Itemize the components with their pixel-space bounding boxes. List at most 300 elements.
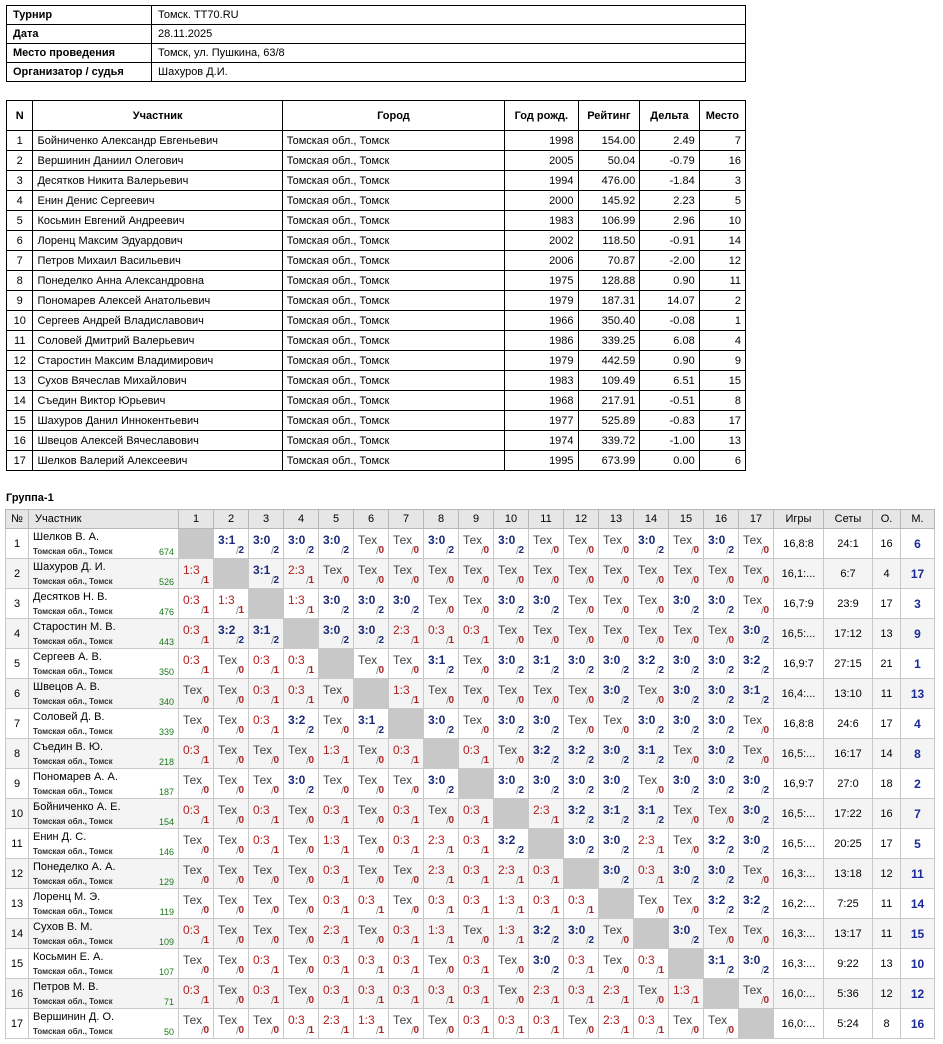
result-divider: /	[235, 665, 239, 677]
result-divider: /	[410, 755, 414, 767]
result-points: 0	[203, 905, 209, 916]
result-points: 1	[343, 815, 349, 826]
participant-cell: 9	[699, 351, 745, 371]
points-value: 16	[873, 529, 901, 559]
result-divider: /	[235, 635, 239, 647]
result-points: 0	[273, 1025, 279, 1036]
place-value: 16	[901, 1009, 935, 1039]
result-points: 0	[658, 785, 664, 796]
result-cell	[599, 589, 634, 619]
result-points: 2	[693, 785, 699, 796]
result-divider: /	[620, 995, 624, 1007]
result-cell	[599, 529, 634, 559]
result-score: Тех	[568, 1013, 588, 1027]
result-divider: /	[620, 575, 624, 587]
result-points: 0	[658, 995, 664, 1006]
result-cell	[494, 949, 529, 979]
result-score: Тех	[218, 803, 238, 817]
result-divider: /	[760, 995, 764, 1007]
participant-cell: 1979	[505, 291, 578, 311]
result-points: 2	[518, 725, 524, 736]
player-rating: 154	[158, 817, 174, 827]
result-cell	[704, 1009, 739, 1039]
result-points: 1	[203, 665, 209, 676]
result-divider: /	[550, 665, 554, 677]
result-points: 1	[308, 575, 314, 586]
result-divider: /	[445, 905, 449, 917]
result-points: 1	[378, 905, 384, 916]
result-divider: /	[550, 935, 554, 947]
participant-row	[7, 431, 746, 451]
participant-cell: Шелков Валерий Алексеевич	[33, 451, 282, 471]
result-score: 3:0	[603, 773, 621, 787]
result-cell	[389, 619, 424, 649]
result-divider: /	[410, 995, 414, 1007]
result-score: Тех	[358, 923, 378, 937]
player-city: Томская обл., Томск	[33, 547, 113, 556]
result-points: 0	[413, 575, 419, 586]
result-points: 0	[273, 905, 279, 916]
result-cell	[634, 1009, 669, 1039]
result-points: 2	[308, 545, 314, 556]
result-divider: /	[270, 1025, 274, 1037]
result-points: 0	[413, 665, 419, 676]
points-value: 8	[873, 1009, 901, 1039]
result-divider: /	[270, 905, 274, 917]
result-score: Тех	[673, 743, 693, 757]
result-points: 2	[658, 815, 664, 826]
result-points: 1	[658, 1025, 664, 1036]
games-value: 16,0:...	[774, 979, 824, 1009]
result-points: 1	[553, 1025, 559, 1036]
place-value: 5	[901, 829, 935, 859]
participant-cell: 50.04	[578, 151, 640, 171]
result-points: 2	[623, 785, 629, 796]
result-cell	[214, 889, 249, 919]
crosstable-row	[6, 649, 935, 679]
result-score: Тех	[743, 713, 763, 727]
result-divider: /	[515, 875, 519, 887]
result-cell	[214, 829, 249, 859]
diagonal-cell	[494, 799, 529, 829]
result-divider: /	[760, 785, 764, 797]
result-points: 2	[763, 905, 769, 916]
result-cell	[179, 679, 214, 709]
result-cell	[739, 829, 774, 859]
result-score: 3:0	[673, 863, 691, 877]
result-score: 0:3	[183, 593, 200, 607]
result-points: 0	[378, 785, 384, 796]
result-points: 0	[693, 1025, 699, 1036]
result-divider: /	[620, 845, 624, 857]
sets-value: 24:1	[824, 529, 873, 559]
participant-cell: 1	[7, 131, 33, 151]
result-divider: /	[620, 545, 624, 557]
result-divider: /	[620, 935, 624, 947]
result-score: 2:3	[393, 623, 410, 637]
crosstable-col-header: 11	[529, 510, 564, 529]
result-cell	[319, 529, 354, 559]
result-divider: /	[480, 815, 484, 827]
result-divider: /	[375, 935, 379, 947]
result-points: 1	[518, 935, 524, 946]
result-cell	[529, 859, 564, 889]
points-value: 17	[873, 709, 901, 739]
diagonal-cell	[529, 829, 564, 859]
player-name: Соловей Д. В.	[33, 711, 105, 723]
result-cell	[424, 889, 459, 919]
sets-value: 5:36	[824, 979, 873, 1009]
result-score: Тех	[638, 893, 658, 907]
result-points: 0	[203, 695, 209, 706]
result-points: 1	[518, 875, 524, 886]
result-cell	[494, 829, 529, 859]
result-cell	[494, 619, 529, 649]
diagonal-cell	[634, 919, 669, 949]
player-rating: 476	[158, 607, 174, 617]
player-cell	[29, 949, 179, 979]
player-rating: 187	[158, 787, 174, 797]
result-points: 1	[553, 815, 559, 826]
result-score: Тех	[708, 803, 728, 817]
result-cell	[564, 589, 599, 619]
sets-value: 27:15	[824, 649, 873, 679]
result-points: 2	[448, 725, 454, 736]
result-points: 0	[238, 995, 244, 1006]
participant-cell: 2.49	[640, 131, 699, 151]
sets-value: 23:9	[824, 589, 873, 619]
result-score: 3:1	[253, 563, 271, 577]
result-points: 2	[518, 605, 524, 616]
place-value: 10	[901, 949, 935, 979]
result-cell	[494, 679, 529, 709]
result-score: Тех	[218, 773, 238, 787]
result-points: 0	[238, 1025, 244, 1036]
participant-cell: 118.50	[578, 231, 640, 251]
result-cell	[354, 829, 389, 859]
place-value: 17	[901, 559, 935, 589]
result-cell	[599, 709, 634, 739]
result-divider: /	[410, 695, 414, 707]
result-score: 3:0	[743, 953, 761, 967]
result-divider: /	[725, 815, 729, 827]
result-cell	[354, 919, 389, 949]
result-divider: /	[375, 965, 379, 977]
result-points: 1	[273, 815, 279, 826]
row-number: 12	[6, 859, 29, 889]
participant-cell: 2.23	[640, 191, 699, 211]
participant-cell: 1994	[505, 171, 578, 191]
participant-row	[7, 211, 746, 231]
participant-cell: Соловей Дмитрий Валерьевич	[33, 331, 282, 351]
result-points: 1	[378, 995, 384, 1006]
result-score: 1:3	[323, 743, 340, 757]
result-points: 2	[763, 665, 769, 676]
info-value: Томск. TT70.RU	[152, 6, 746, 25]
result-cell	[354, 769, 389, 799]
result-score: 3:0	[708, 593, 726, 607]
result-score: 3:2	[638, 653, 656, 667]
result-cell	[564, 949, 599, 979]
games-value: 16,9:7	[774, 769, 824, 799]
result-divider: /	[410, 575, 414, 587]
result-cell	[249, 619, 284, 649]
result-divider: /	[725, 635, 729, 647]
participant-cell: Томская обл., Томск	[282, 291, 504, 311]
result-cell	[319, 919, 354, 949]
result-points: 0	[378, 755, 384, 766]
participant-cell: 2002	[505, 231, 578, 251]
result-cell	[179, 919, 214, 949]
result-score: 3:1	[708, 953, 726, 967]
result-cell	[214, 859, 249, 889]
result-divider: /	[270, 875, 274, 887]
result-divider: /	[585, 695, 589, 707]
result-points: 2	[763, 785, 769, 796]
result-divider: /	[550, 1025, 554, 1037]
games-value: 16,0:...	[774, 1009, 824, 1039]
participant-cell: 5	[7, 211, 33, 231]
result-divider: /	[235, 695, 239, 707]
result-points: 2	[553, 785, 559, 796]
result-cell	[529, 769, 564, 799]
result-score: 0:3	[253, 983, 270, 997]
result-score: Тех	[428, 803, 448, 817]
result-divider: /	[655, 635, 659, 647]
diagonal-cell	[179, 529, 214, 559]
result-cell	[704, 529, 739, 559]
result-divider: /	[655, 755, 659, 767]
participant-cell: 1995	[505, 451, 578, 471]
result-score: 3:0	[568, 773, 586, 787]
result-points: 0	[763, 725, 769, 736]
result-divider: /	[760, 605, 764, 617]
result-points: 2	[623, 755, 629, 766]
result-cell	[249, 529, 284, 559]
result-points: 0	[588, 1025, 594, 1036]
player-cell	[29, 559, 179, 589]
result-points: 2	[728, 545, 734, 556]
result-cell	[634, 739, 669, 769]
crosstable-row	[6, 559, 935, 589]
result-score: Тех	[743, 593, 763, 607]
result-divider: /	[515, 575, 519, 587]
result-cell	[459, 799, 494, 829]
result-cell	[214, 589, 249, 619]
result-cell	[669, 829, 704, 859]
points-value: 13	[873, 949, 901, 979]
result-cell	[599, 559, 634, 589]
crosstable-col-header: 15	[669, 510, 704, 529]
result-points: 0	[448, 965, 454, 976]
participant-cell: 5	[699, 191, 745, 211]
result-points: 1	[308, 605, 314, 616]
result-score: 3:1	[218, 533, 236, 547]
result-cell	[179, 949, 214, 979]
participant-cell: 2	[699, 291, 745, 311]
result-points: 1	[273, 995, 279, 1006]
result-cell	[284, 649, 319, 679]
result-points: 0	[343, 785, 349, 796]
player-name: Енин Д. С.	[33, 831, 87, 843]
participant-row	[7, 191, 746, 211]
result-divider: /	[620, 1025, 624, 1037]
result-points: 0	[553, 695, 559, 706]
result-cell	[599, 949, 634, 979]
result-cell	[494, 559, 529, 589]
result-score: 0:3	[288, 653, 305, 667]
result-divider: /	[760, 965, 764, 977]
result-score: 3:2	[533, 923, 551, 937]
result-points: 0	[623, 605, 629, 616]
participants-column-header: Участник	[33, 101, 282, 131]
participant-row	[7, 331, 746, 351]
result-score: 0:3	[428, 983, 445, 997]
participant-cell: Пономарев Алексей Анатольевич	[33, 291, 282, 311]
result-divider: /	[585, 725, 589, 737]
result-points: 1	[448, 875, 454, 886]
result-points: 0	[203, 1025, 209, 1036]
result-divider: /	[550, 545, 554, 557]
result-divider: /	[585, 545, 589, 557]
result-cell	[704, 919, 739, 949]
result-score: Тех	[673, 893, 693, 907]
result-points: 1	[308, 1025, 314, 1036]
result-score: 0:3	[463, 623, 480, 637]
place-value: 13	[901, 679, 935, 709]
result-cell	[529, 949, 564, 979]
result-score: 3:0	[603, 863, 621, 877]
row-number: 16	[6, 979, 29, 1009]
result-divider: /	[235, 845, 239, 857]
result-points: 0	[623, 575, 629, 586]
result-score: Тех	[288, 833, 308, 847]
result-score: Тех	[638, 773, 658, 787]
result-cell	[459, 679, 494, 709]
participant-cell: 1983	[505, 211, 578, 231]
result-points: 1	[343, 935, 349, 946]
player-cell	[29, 859, 179, 889]
result-points: 1	[413, 965, 419, 976]
points-value: 14	[873, 739, 901, 769]
result-divider: /	[515, 695, 519, 707]
result-divider: /	[305, 785, 309, 797]
result-points: 0	[483, 725, 489, 736]
result-score: 0:3	[323, 983, 340, 997]
result-divider: /	[585, 965, 589, 977]
participant-cell: Швецов Алексей Вячеславович	[33, 431, 282, 451]
result-divider: /	[270, 725, 274, 737]
result-points: 2	[308, 725, 314, 736]
result-score: Тех	[218, 1013, 238, 1027]
result-score: Тех	[288, 893, 308, 907]
participant-cell: Томская обл., Томск	[282, 391, 504, 411]
result-points: 2	[553, 665, 559, 676]
result-score: 2:3	[323, 1013, 340, 1027]
result-divider: /	[235, 605, 239, 617]
result-points: 1	[413, 695, 419, 706]
diagonal-cell	[564, 859, 599, 889]
result-score: 3:1	[253, 623, 271, 637]
crosstable-col-header: 17	[739, 510, 774, 529]
result-divider: /	[620, 605, 624, 617]
result-divider: /	[270, 785, 274, 797]
result-score: 3:0	[638, 533, 656, 547]
result-points: 2	[518, 665, 524, 676]
result-score: 2:3	[603, 983, 620, 997]
result-cell	[459, 1009, 494, 1039]
result-score: 3:0	[428, 533, 446, 547]
result-score: Тех	[323, 563, 343, 577]
info-row	[7, 44, 746, 63]
result-divider: /	[550, 905, 554, 917]
result-score: 0:3	[323, 953, 340, 967]
result-divider: /	[760, 905, 764, 917]
result-divider: /	[585, 605, 589, 617]
result-score: 3:0	[603, 683, 621, 697]
player-name: Шахуров Д. И.	[33, 561, 106, 573]
result-score: Тех	[358, 653, 378, 667]
result-score: 3:2	[743, 893, 761, 907]
participant-cell: 1998	[505, 131, 578, 151]
result-divider: /	[235, 755, 239, 767]
result-cell	[459, 529, 494, 559]
result-cell	[739, 529, 774, 559]
place-value: 4	[901, 709, 935, 739]
result-cell	[389, 739, 424, 769]
player-city: Томская обл., Томск	[33, 727, 113, 736]
result-score: Тех	[463, 533, 483, 547]
result-divider: /	[550, 875, 554, 887]
result-points: 0	[203, 725, 209, 736]
result-cell	[354, 529, 389, 559]
result-cell	[319, 889, 354, 919]
result-cell	[494, 709, 529, 739]
crosstable-row	[6, 859, 935, 889]
result-cell	[354, 889, 389, 919]
result-divider: /	[480, 935, 484, 947]
result-points: 2	[518, 545, 524, 556]
result-cell	[669, 919, 704, 949]
result-cell	[424, 859, 459, 889]
result-points: 2	[623, 665, 629, 676]
player-rating: 146	[158, 847, 174, 857]
result-divider: /	[725, 935, 729, 947]
result-cell	[599, 769, 634, 799]
result-divider: /	[340, 1025, 344, 1037]
result-divider: /	[620, 785, 624, 797]
participant-cell: 10	[699, 211, 745, 231]
result-divider: /	[375, 605, 379, 617]
participant-cell: Томская обл., Томск	[282, 311, 504, 331]
result-cell	[389, 799, 424, 829]
result-score: Тех	[673, 533, 693, 547]
result-divider: /	[690, 545, 694, 557]
result-divider: /	[550, 575, 554, 587]
result-points: 1	[483, 875, 489, 886]
result-score: Тех	[533, 563, 553, 577]
result-points: 0	[308, 935, 314, 946]
points-value: 11	[873, 919, 901, 949]
result-cell	[599, 619, 634, 649]
participant-cell: 1979	[505, 351, 578, 371]
result-cell	[424, 619, 459, 649]
result-points: 0	[273, 785, 279, 796]
result-divider: /	[200, 1025, 204, 1037]
participant-cell: 9	[7, 291, 33, 311]
participants-column-header: Место	[699, 101, 745, 131]
result-score: Тех	[183, 713, 203, 727]
